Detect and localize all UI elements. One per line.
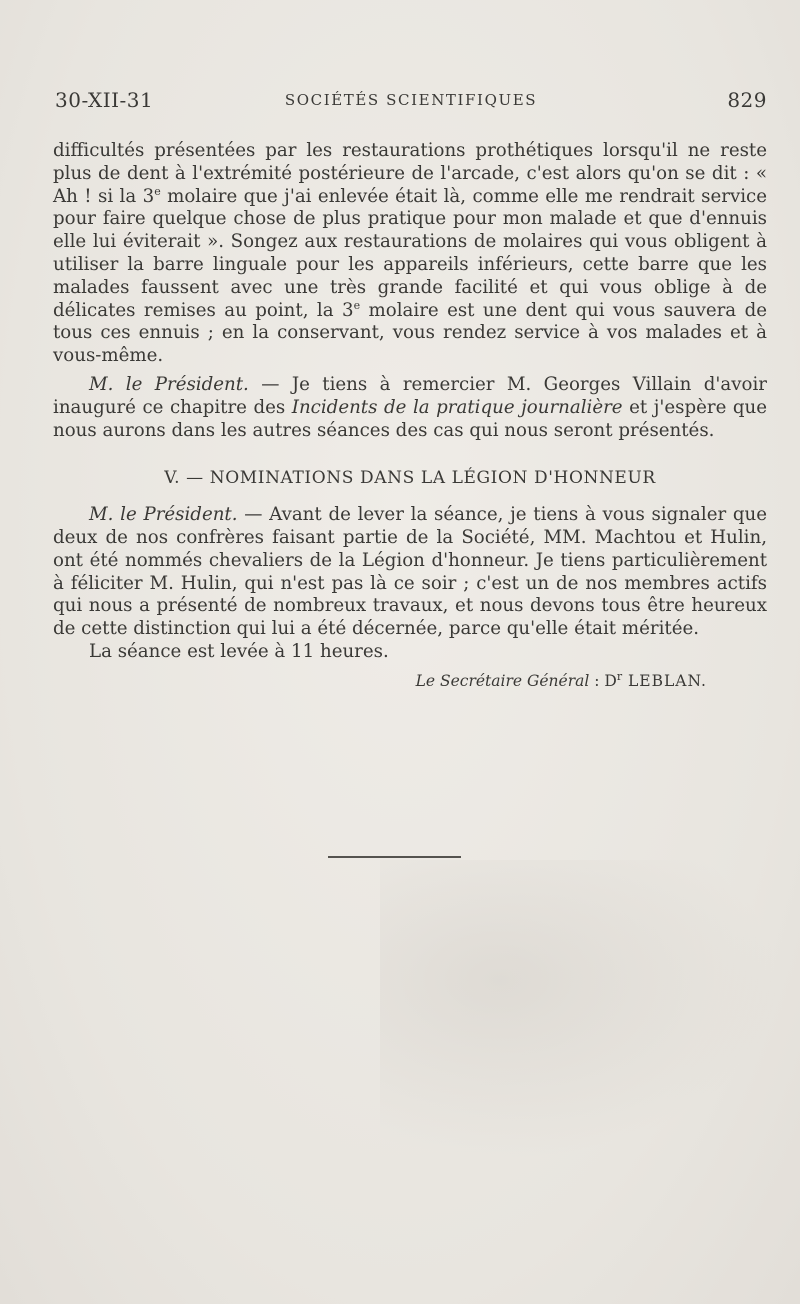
section-end-rule [328,856,461,858]
superscript: e [154,184,161,198]
paragraph-text: molaire est une dent qui vous sauvera de tous ces ennuis ; en la conservant, vous rendez service à vos malades et à vous-même. [53,299,767,367]
signature-name: LEBLAN. [622,671,707,690]
paragraph-text: et j'espère que nous aurons dans les autres séances des cas qui nous seront présentés. [53,396,768,441]
header-title: SOCIÉTÉS SCIENTIFIQUES [284,91,538,109]
superscript: e [353,298,361,312]
paragraph-text: — Avant de lever la séance, je tiens à vous signaler que deux de nos confrères faisant partie de la Société, MM. Machtou et Hulin, ont été nommés chevaliers de la Légion d'honneur. Je tiens particulièrement à féliciter M. Hulin, qui n'est pas là ce soir ; c'est un de nos membres actifs qui nous a présenté de nombreux travaux, et nous devons tous être heureux de cette distinction qui lui a été décernée, parce qu'elle était méritée. [53,504,767,640]
paragraph-text: — Je tiens à remercier M. Georges Villain d'avoir inauguré ce chapitre des [53,373,767,418]
bleed-through-shading [380,860,780,1160]
header-date: 30-XII-31 [55,88,154,112]
paragraph-president-remarks [53,374,767,442]
signature [53,670,767,693]
italic-title: Incidents de la pratique journalière [291,396,623,418]
page-number: 829 [727,88,767,112]
section-title: V. — NOMINATIONS DANS LA LÉGION D'HONNEUR [164,468,656,489]
speaker-name: M. le Président. [89,504,238,526]
paragraph-molaire [53,140,767,368]
paragraph-closing: La séance est levée à 11 heures. [89,640,389,662]
signature-title: D [604,671,617,690]
paragraph-text: difficultés présentées par les restaurations prothétiques lorsqu'il ne reste plus de dent à l'extrémité postérieure de l'arcade, c'est alors qu'on se dit : « Ah ! si la 3 [53,140,767,207]
signature-separator: : [589,671,605,690]
running-header [55,88,767,118]
body-text [53,140,767,693]
paragraph-text: molaire que j'ai enlevée était là, comme elle me rendrait service pour faire quelque chose de plus pratique pour mon malade et que d'ennuis elle lui éviterait ». Songez aux restaurations de molaires qui vous obligent à utiliser la barre linguale pour les appareils inférieurs, cette barre que les malades faussent avec une très grande facilité et qui vous oblige à de délicates remises au point, la 3 [53,185,767,321]
superscript: r [616,669,623,683]
signature-role: Le Secrétaire Général [415,671,590,690]
speaker-name: M. le Président. [89,373,249,395]
paragraph-nominations [53,504,767,641]
